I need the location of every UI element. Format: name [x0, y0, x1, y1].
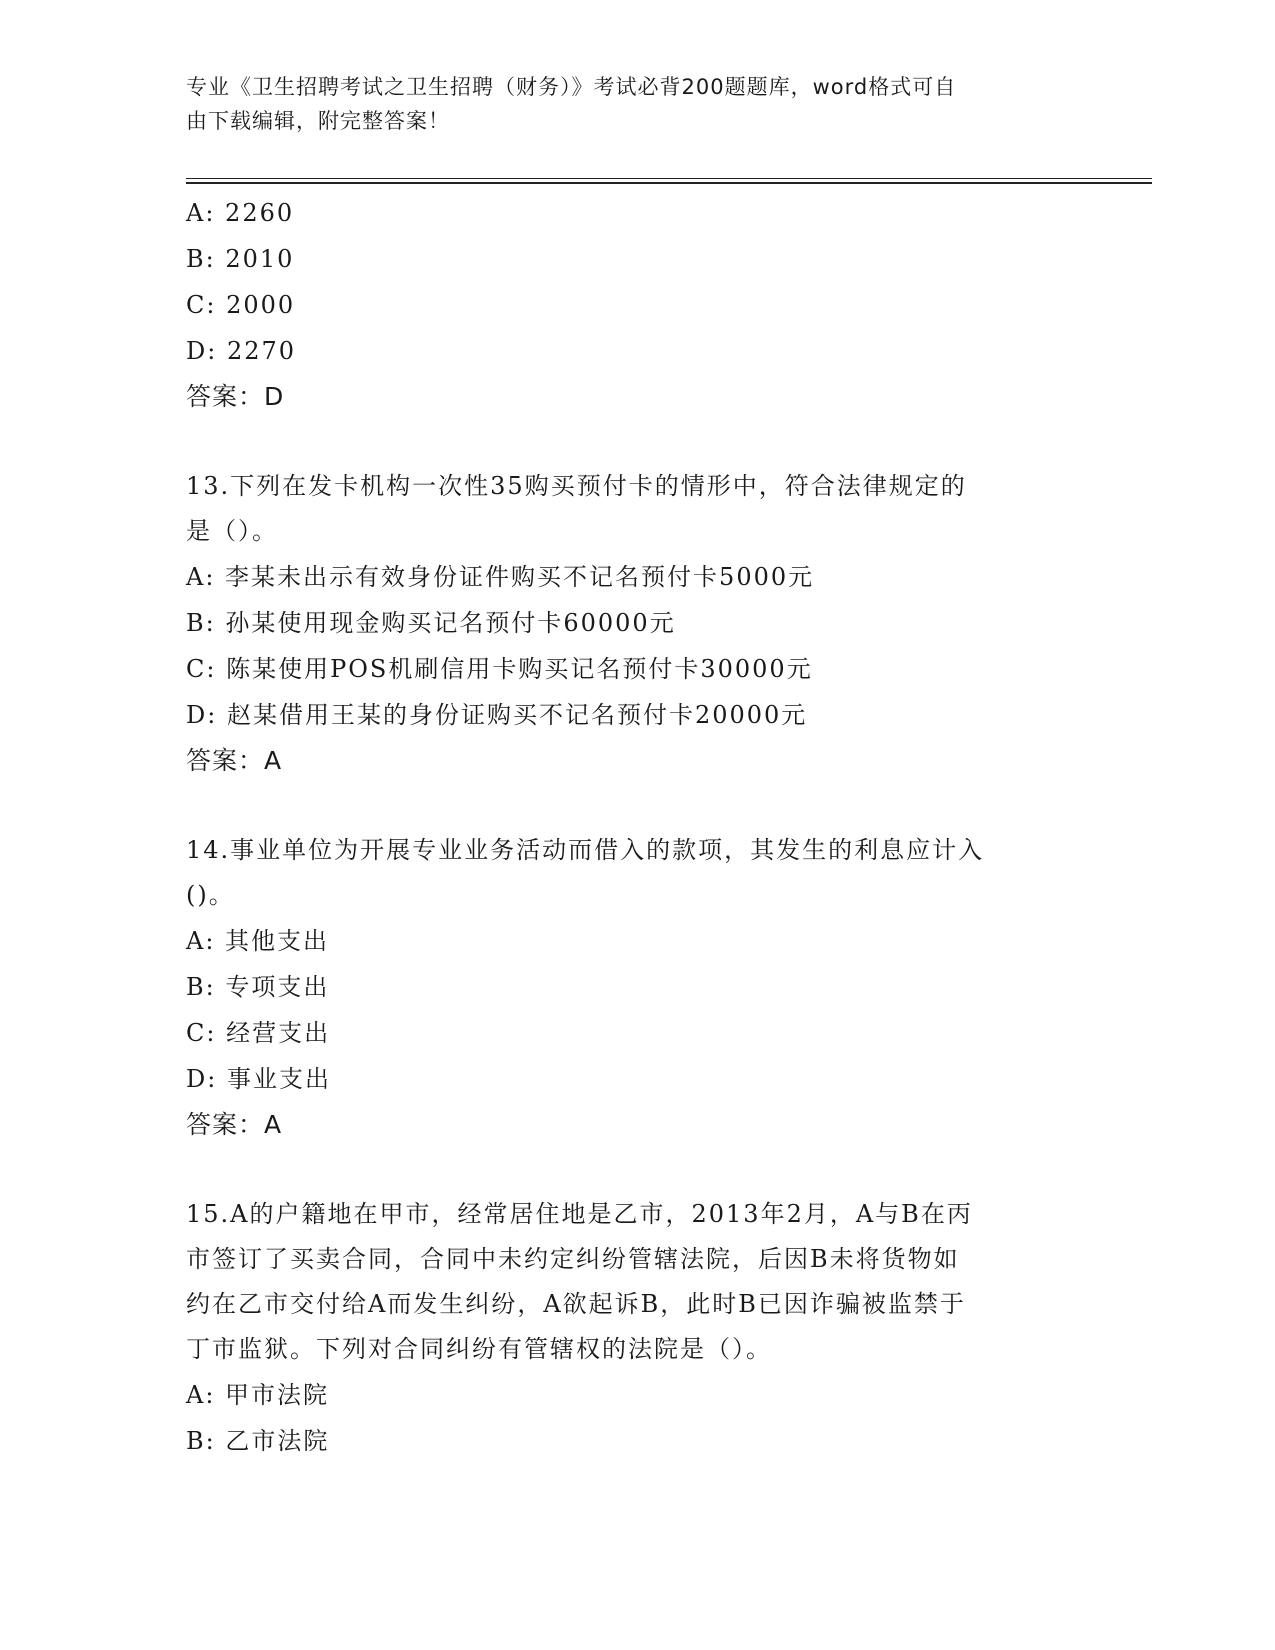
- document-header: [186, 70, 1066, 138]
- option-a: A: 其他支出: [186, 927, 330, 955]
- option-c: C: 2000: [186, 291, 296, 319]
- option-b: B: 2010: [186, 245, 295, 273]
- spacer: [186, 420, 1086, 464]
- option-a: A: 2260: [186, 199, 295, 227]
- question-13: [186, 464, 1086, 784]
- option-b: B: 乙市法院: [186, 1427, 330, 1455]
- question-15: [186, 1192, 1086, 1464]
- option-b: B: 专项支出: [186, 973, 330, 1001]
- question-stem-line: 是（）。: [186, 517, 278, 545]
- spacer: [186, 784, 1086, 828]
- option-d: D: 2270: [186, 337, 297, 365]
- answer: 答案：A: [186, 1110, 283, 1139]
- question-stem-line: 市签订了买卖合同，合同中未约定纠纷管辖法院，后因B未将货物如: [186, 1245, 960, 1273]
- header-divider-thin: [186, 178, 1152, 179]
- option-a: A: 李某未出示有效身份证件购买不记名预付卡5000元: [186, 563, 815, 591]
- header-divider-thick: [186, 182, 1152, 184]
- question-12: [186, 190, 1086, 420]
- question-stem-line: 13.下列在发卡机构一次性35购买预付卡的情形中，符合法律规定的: [186, 472, 967, 500]
- option-c: C: 陈某使用POS机刷信用卡购买记名预付卡30000元: [186, 655, 813, 683]
- spacer: [186, 1148, 1086, 1192]
- question-stem-line: 14.事业单位为开展专业业务活动而借入的款项，其发生的利息应计入: [186, 836, 985, 864]
- question-stem-line: 丁市监狱。下列对合同纠纷有管辖权的法院是（）。: [186, 1335, 772, 1363]
- answer: 答案：A: [186, 746, 283, 775]
- question-stem-line: ()。: [186, 881, 235, 909]
- question-list: [186, 190, 1086, 1464]
- header-line-2: 由下载编辑，附完整答案！: [186, 109, 450, 133]
- question-14: [186, 828, 1086, 1148]
- option-d: D: 赵某借用王某的身份证购买不记名预付卡20000元: [186, 701, 808, 729]
- answer: 答案：D: [186, 382, 285, 411]
- option-b: B: 孙某使用现金购买记名预付卡60000元: [186, 609, 676, 637]
- option-a: A: 甲市法院: [186, 1381, 330, 1409]
- header-line-1: 专业《卫生招聘考试之卫生招聘（财务）》考试必背200题题库，word格式可自: [186, 75, 957, 99]
- option-d: D: 事业支出: [186, 1065, 331, 1093]
- question-stem-line: 约在乙市交付给A而发生纠纷，A欲起诉B，此时B已因诈骗被监禁于: [186, 1290, 966, 1318]
- option-c: C: 经营支出: [186, 1019, 331, 1047]
- question-stem-line: 15.A的户籍地在甲市，经常居住地是乙市，2013年2月，A与B在丙: [186, 1200, 973, 1228]
